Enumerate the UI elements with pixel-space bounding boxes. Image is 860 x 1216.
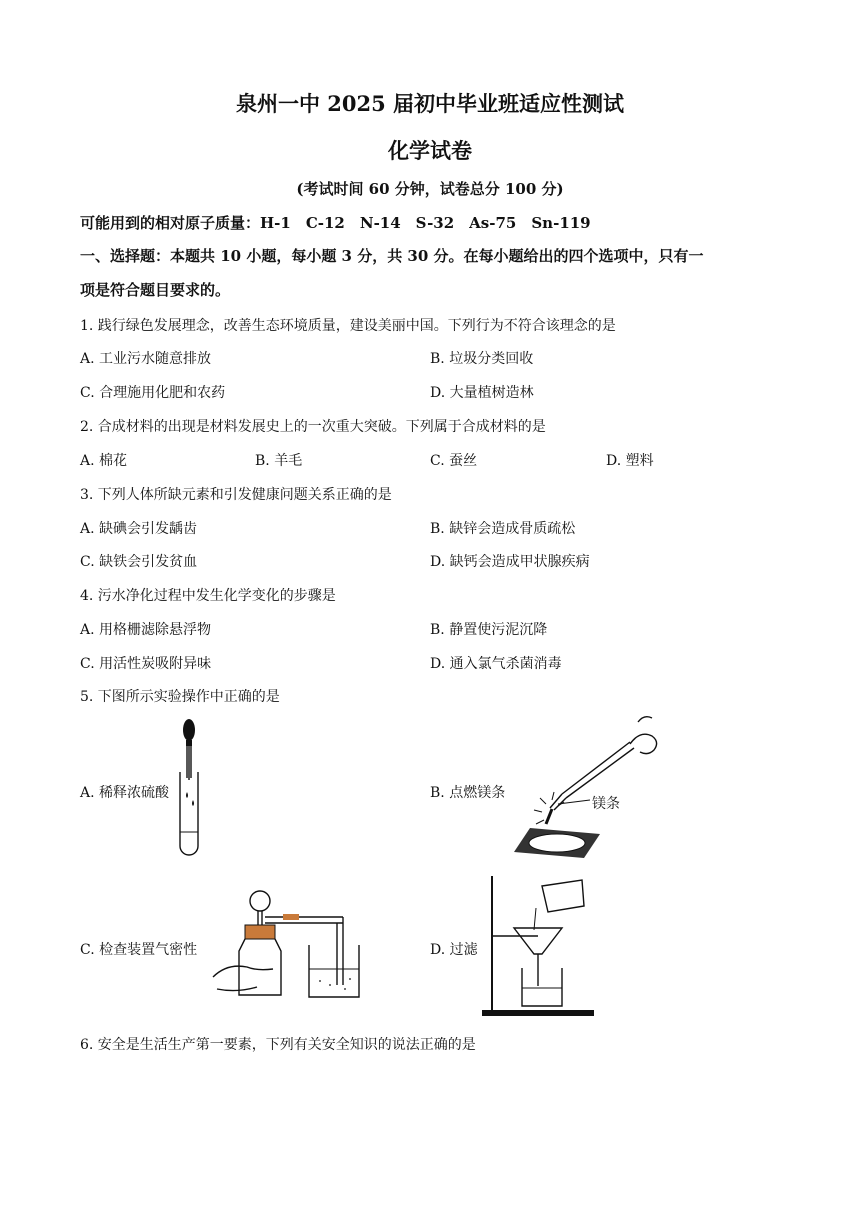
exam-title: 泉州一中 2025 届初中毕业班适应性测试 <box>235 91 625 116</box>
figure-check-airtightness <box>205 885 365 1005</box>
figure-burn-magnesium <box>510 712 670 862</box>
q1-option-b: B. 垃圾分类回收 <box>430 351 534 367</box>
label-magnesium-ribbon: 镁条 <box>592 796 620 812</box>
q3-option-b: B. 缺锌会造成骨质疏松 <box>430 521 576 537</box>
q4-stem: 4. 污水净化过程中发生化学变化的步骤是 <box>80 588 336 604</box>
q5-stem: 5. 下图所示实验操作中正确的是 <box>80 689 280 705</box>
exam-subject: 化学试卷 <box>388 138 472 163</box>
section1-intro-line2: 项是符合题目要求的。 <box>80 281 231 299</box>
q1-option-c: C. 合理施用化肥和农药 <box>80 385 226 401</box>
q2-stem: 2. 合成材料的出现是材料发展史上的一次重大突破。下列属于合成材料的是 <box>80 419 546 435</box>
q6-stem: 6. 安全是生活生产第一要素，下列有关安全知识的说法正确的是 <box>80 1037 476 1053</box>
q5-option-c: C. 检查装置气密性 <box>80 942 198 958</box>
q2-option-b: B. 羊毛 <box>255 453 303 469</box>
q2-option-a: A. 棉花 <box>80 453 128 469</box>
q1-option-a: A. 工业污水随意排放 <box>80 351 212 367</box>
q4-option-d: D. 通入氯气杀菌消毒 <box>430 656 562 672</box>
q4-option-c: C. 用活性炭吸附异味 <box>80 656 212 672</box>
q3-option-c: C. 缺铁会引发贫血 <box>80 554 198 570</box>
section1-intro-line1: 一、选择题：本题共 10 小题，每小题 3 分，共 30 分。在每小题给出的四个选项中，只有一 <box>80 247 704 265</box>
exam-info: (考试时间 60 分钟，试卷总分 100 分) <box>296 180 564 198</box>
q3-option-a: A. 缺碘会引发龋齿 <box>80 521 198 537</box>
q1-stem: 1. 践行绿色发展理念，改善生态环境质量，建设美丽中国。下列行为不符合该理念的是 <box>80 318 616 334</box>
q2-option-c: C. 蚕丝 <box>430 453 478 469</box>
atomic-masses: 可能用到的相对原子质量：H-1 C-12 N-14 S-32 As-75 Sn-119 <box>80 214 591 232</box>
figure-dilute-sulfuric-acid <box>170 718 210 860</box>
q4-option-a: A. 用格栅滤除悬浮物 <box>80 622 212 638</box>
q5-option-b: B. 点燃镁条 <box>430 785 506 801</box>
q2-option-d: D. 塑料 <box>606 453 654 469</box>
q1-option-d: D. 大量植树造林 <box>430 385 534 401</box>
q4-option-b: B. 静置使污泥沉降 <box>430 622 548 638</box>
q3-option-d: D. 缺钙会造成甲状腺疾病 <box>430 554 590 570</box>
q5-option-a: A. 稀释浓硫酸 <box>80 785 170 801</box>
figure-filtration <box>478 872 598 1020</box>
q3-stem: 3. 下列人体所缺元素和引发健康问题关系正确的是 <box>80 487 392 503</box>
q5-option-d: D. 过滤 <box>430 942 478 958</box>
